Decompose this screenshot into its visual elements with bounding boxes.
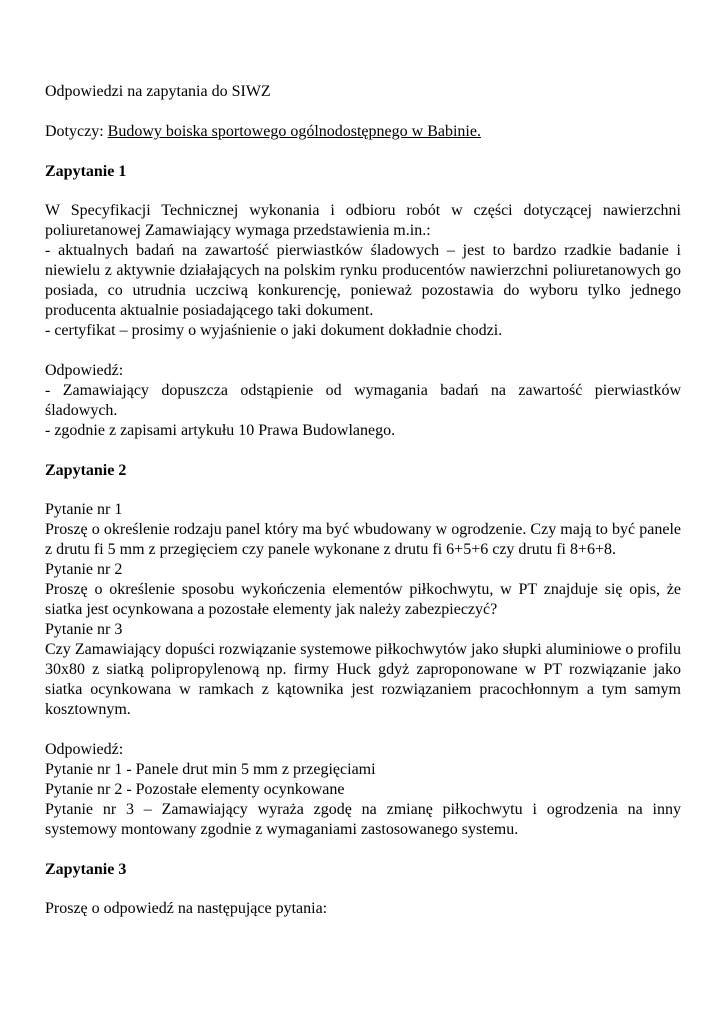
q2-p1-label: Pytanie nr 1 xyxy=(45,501,123,518)
q2-p2-text: Proszę o określenie sposobu wykończenia elementów piłkochwytu, w PT znajduje się opis, że siatka jest ocynkowana a pozostałe elementy jak należy zabezpieczyć? xyxy=(45,581,681,618)
q1-item-2: - certyfikat – prosimy o wyjaśnienie o jaki dokument dokładnie chodzi. xyxy=(45,322,503,339)
document-title: Odpowiedzi na zapytania do SIWZ xyxy=(45,83,271,100)
q1-item-1: - aktualnych badań na zawartość pierwiastków śladowych – jest to bardzo rzadkie badanie i niewielu z aktywnie działających na polskim rynku producentów nawierzchni poliuretanowych go posiada, co utrudnia uczciwą konkurencję, ponieważ pozostawia do wyboru tylko jednego producenta aktualnie posiadającego taki dokument. xyxy=(45,242,681,319)
q2-questions xyxy=(45,500,681,720)
q2-answer-1: Pytanie nr 1 - Panele drut min 5 mm z przegięciami xyxy=(45,761,376,778)
subject-label: Dotyczy: xyxy=(45,123,104,140)
q1-answer-label: Odpowiedź: xyxy=(45,362,124,379)
subject-line xyxy=(45,122,681,142)
q2-answer xyxy=(45,740,681,840)
q2-p2-label: Pytanie nr 2 xyxy=(45,561,123,578)
subject-value: Budowy boiska sportowego ogólnodostępnego w Babinie. xyxy=(107,123,481,140)
q2-p1-text: Proszę o określenie rodzaju panel który ma być wbudowany w ogrodzenie. Czy mają to być panele z drutu fi 5 mm z przegięciem czy panele wykonane z drutu fi 6+5+6 czy drutu fi 8+6+8. xyxy=(45,521,681,558)
q3-body: Proszę o odpowiedź na następujące pytania: xyxy=(45,900,328,917)
q1-body: W Specyfikacji Technicznej wykonania i odbioru robót w części dotyczącej nawierzchni poliuretanowej Zamawiający wymaga przedstawienia m.in.: xyxy=(45,202,681,239)
q2-answer-3: Pytanie nr 3 – Zamawiający wyraża zgodę na zmianę piłkochwytu i ogrodzenia na inny systemowy montowany zgodnie z wymaganiami zastosowanego systemu. xyxy=(45,801,681,838)
q3-heading: Zapytanie 3 xyxy=(45,861,127,878)
document-page xyxy=(45,82,681,919)
q2-heading: Zapytanie 2 xyxy=(45,462,127,479)
q2-p3-label: Pytanie nr 3 xyxy=(45,621,123,638)
q1-heading: Zapytanie 1 xyxy=(45,163,127,180)
q1-question xyxy=(45,201,681,341)
q1-answer-2: - zgodnie z zapisami artykułu 10 Prawa Budowlanego. xyxy=(45,422,396,439)
q2-answer-label: Odpowiedź: xyxy=(45,741,124,758)
q2-p3-text: Czy Zamawiający dopuści rozwiązanie systemowe piłkochwytów jako słupki aluminiowe o profilu 30x80 z siatką polipropylenową np. firmy Huck gdyż zaproponowane w PT rozwiązanie jako siatka ocynkowana w ramkach z kątownika jest rozwiązaniem pracochłonnym a tym samym kosztownym. xyxy=(45,641,681,718)
q1-answer-1: - Zamawiający dopuszcza odstąpienie od wymagania badań na zawartość pierwiastków śladowych. xyxy=(45,382,681,419)
q2-answer-2: Pytanie nr 2 - Pozostałe elementy ocynkowane xyxy=(45,781,345,798)
q1-answer xyxy=(45,361,681,441)
